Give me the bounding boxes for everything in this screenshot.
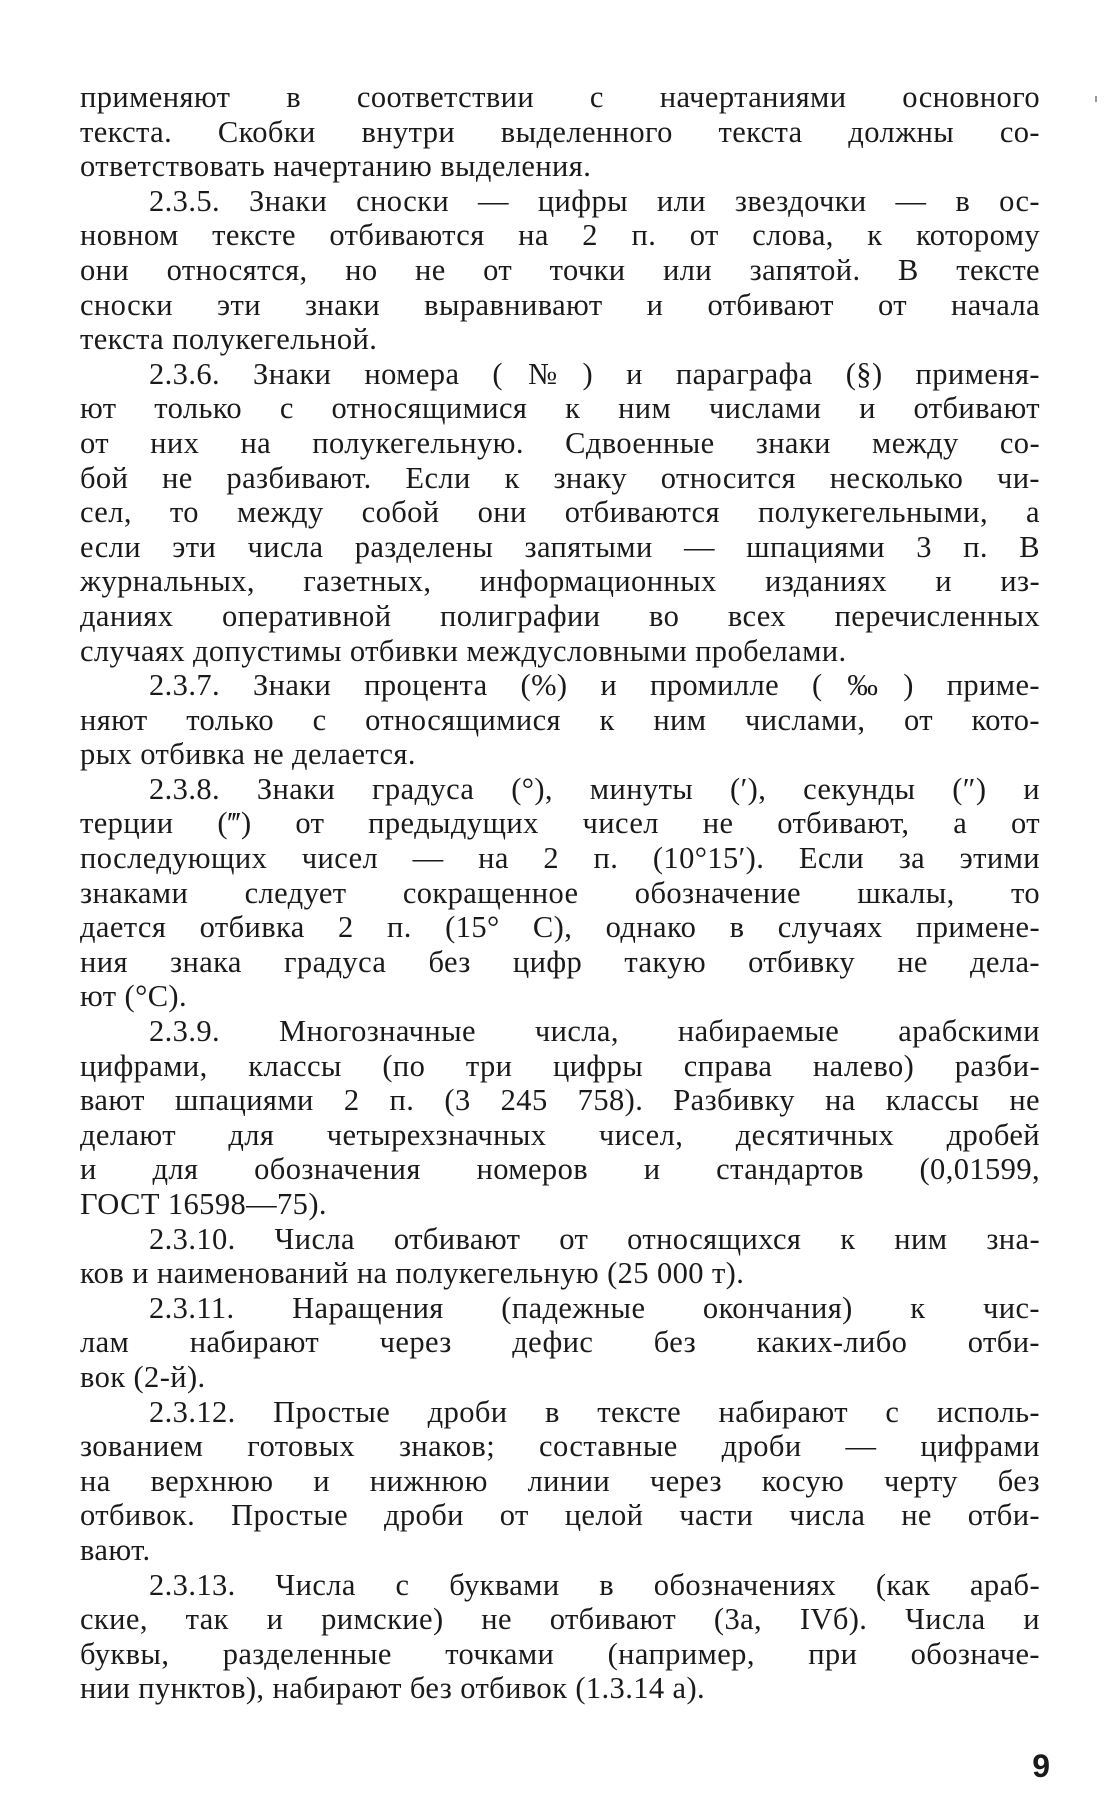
text-line: 2.3.12. Простые дроби в тексте набирают с исполь- [149, 1394, 1040, 1429]
text-line: делают для четырехзначных чисел, десятичных дробей [80, 1117, 1040, 1152]
text-line: они относятся, но не от точки или запятой. В тексте [80, 252, 1040, 287]
page-body [80, 80, 1040, 1706]
text-line: вают шпациями 2 п. (3 245 758). Разбивку на классы не [80, 1083, 1040, 1118]
text-line: терции (‴) от предыдущих чисел не отбивают, а от [80, 806, 1040, 841]
text-line: текста. Скобки внутри выделенного текста должны со- [80, 114, 1040, 149]
text-line: 2.3.5. Знаки сноски — цифры или звездочки — в ос- [149, 183, 1040, 218]
text-line: новном тексте отбиваются на 2 п. от слова, к которому [80, 218, 1040, 253]
text-line: 2.3.13. Числа с буквами в обозначениях (как араб- [149, 1567, 1040, 1602]
text-line: сноски эти знаки выравнивают и отбивают от начала [80, 287, 1040, 322]
text-line: 2.3.9. Многозначные числа, набираемые арабскими [149, 1014, 1040, 1049]
text-line: буквы, разделенные точками (например, при обозначе- [80, 1636, 1040, 1671]
text-line: сел, то между собой они отбиваются полукегельными, а [80, 495, 1040, 530]
text-line: 2.3.11. Наращения (падежные окончания) к чис- [149, 1290, 1040, 1325]
text-line: лам набирают через дефис без каких-либо отби- [80, 1325, 1040, 1360]
text-line: случаях допустимы отбивки междусловными пробелами. [80, 633, 847, 668]
text-line: ков и наименований на полукегельную (25 000 т). [80, 1256, 745, 1291]
text-line: от них на полукегельную. Сдвоенные знаки между со- [80, 425, 1040, 460]
text-line: даниях оперативной полиграфии во всех перечисленных [80, 598, 1040, 633]
text-line: ские, так и римские) не отбивают (3а, IVб). Числа и [80, 1602, 1040, 1637]
text-line: рых отбивка не делается. [80, 737, 416, 772]
text-line: если эти числа разделены запятыми — шпациями 3 п. В [80, 529, 1040, 564]
text-line: зованием готовых знаков; составные дроби — цифрами [80, 1429, 1040, 1464]
text-line: 2.3.8. Знаки градуса (°), минуты (′), секунды (″) и [149, 771, 1040, 806]
text-line: знаками следует сокращенное обозначение шкалы, то [80, 875, 1040, 910]
text-line: ГОСТ 16598—75). [80, 1187, 327, 1221]
text-line: ют только с относящимися к ним числами и отбивают [80, 391, 1040, 426]
text-line: 2.3.6. Знаки номера (№) и параграфа (§) применя- [149, 356, 1040, 391]
text-line: вают. [80, 1532, 151, 1567]
text-line: журнальных, газетных, информационных изданиях и из- [80, 564, 1040, 599]
text-line: ния знака градуса без цифр такую отбивку не дела- [80, 944, 1040, 979]
text-line: на верхнюю и нижнюю линии через косую черту без [80, 1463, 1040, 1498]
text-line: вок (2-й). [80, 1359, 206, 1394]
text-line: ют (°С). [80, 979, 188, 1014]
text-line: цифрами, классы (по три цифры справа налево) разби- [80, 1048, 1040, 1083]
text-line: нии пунктов), набирают без отбивок (1.3.14 а). [80, 1671, 706, 1706]
text-line: текста полукегельной. [80, 322, 378, 357]
text-line: дается отбивка 2 п. (15° С), однако в случаях примене- [80, 910, 1040, 945]
text-line: и для обозначения номеров и стандартов (0,01599, [80, 1152, 1040, 1187]
text-line: бой не разбивают. Если к знаку относится несколько чи- [80, 460, 1040, 495]
text-line: 2.3.7. Знаки процента (%) и промилле (‰) приме- [149, 668, 1040, 703]
text-line: ответствовать начертанию выделения. [80, 149, 592, 184]
text-line: 2.3.10. Числа отбивают от относящихся к ним зна- [149, 1221, 1040, 1256]
page-number: 9 [1032, 1748, 1050, 1784]
text-line: няют только с относящимися к ним числами, от кото- [80, 702, 1040, 737]
margin-mark [1095, 96, 1097, 102]
text-line: применяют в соответствии с начертаниями основного [80, 80, 1040, 114]
text-line: отбивок. Простые дроби от целой части числа не отби- [80, 1498, 1040, 1533]
text-line: последующих чисел — на 2 п. (10°15′). Если за этими [80, 841, 1040, 876]
